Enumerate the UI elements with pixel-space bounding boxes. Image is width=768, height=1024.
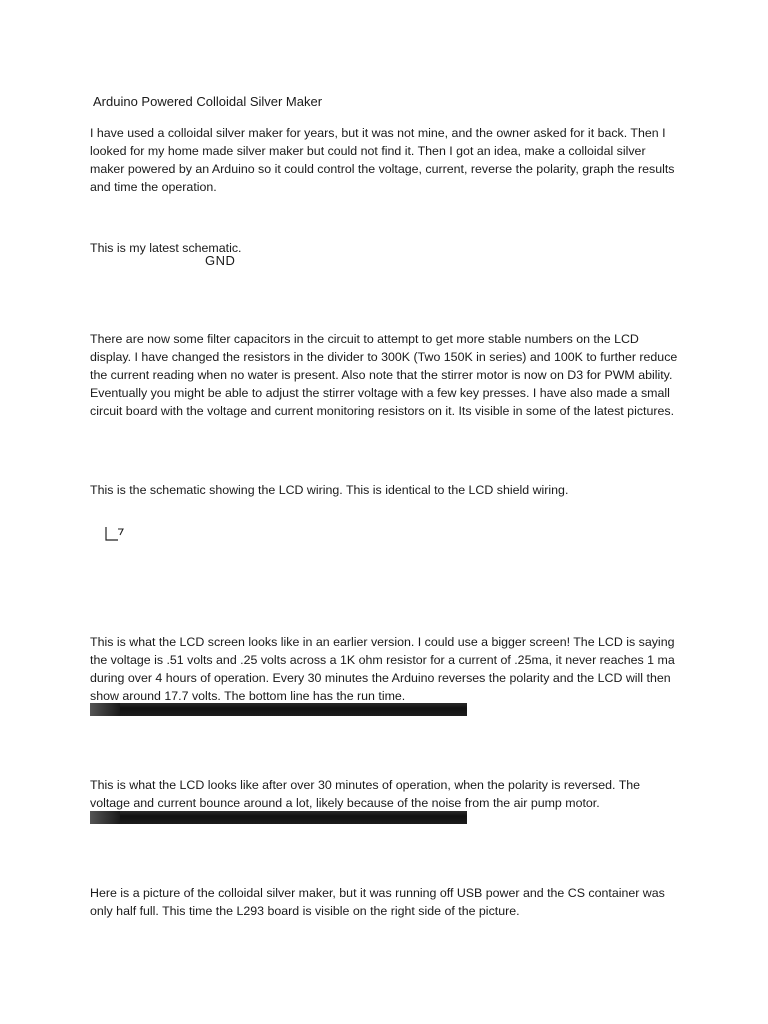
schematic-gnd-label: GND [205,254,236,267]
lcd-screen-early-paragraph: This is what the LCD screen looks like in an earlier version. I could use a bigger screen! The LCD is saying the voltage is .51 volts and .25 volts across a 1K ohm resistor for a current of .25ma, it never reaches 1 ma during over 4 hours of operation. Every 30 minutes the Arduino reverses the polarity and the LCD will then show around 17.7 volts. The bottom line has the run time. [90,635,675,703]
lcd-photo-early [90,703,467,716]
lcd-reversed-paragraph: This is what the LCD looks like after over 30 minutes of operation, when the polarity is reversed. The voltage and current bounce around a lot, likely because of the noise from the air pump motor. [90,778,641,810]
lcd-photo-reversed [90,811,467,824]
filter-capacitors-paragraph: There are now some filter capacitors in the circuit to attempt to get more stable numbers on the LCD display. I have changed the resistors in the divider to 300K (Two 150K in series) and 100K to further reduce the current reading when no water is present. Also note that the stirrer motor is now on D3 for PWM ability. Eventually you might be able to adjust the stirrer voltage with a few key presses. I have also made a small circuit board with the voltage and current monitoring resistors on it. Its visible in some of the latest pictures. [90,332,678,418]
schematic-fragment-icon [104,526,126,542]
schematic-intro-paragraph: This is my latest schematic. [90,241,242,255]
lcd-wiring-paragraph: This is the schematic showing the LCD wiring. This is identical to the LCD shield wiring. [90,483,569,497]
document-title: Arduino Powered Colloidal Silver Maker [93,94,323,109]
intro-paragraph: I have used a colloidal silver maker for years, but it was not mine, and the owner asked for it back. Then I looked for my home made silver maker but could not find it. Then I got an idea, make a colloidal silver maker powered by an Arduino so it could control the voltage, current, reverse the polarity, graph the results and time the operation. [90,126,675,194]
picture-caption-paragraph: Here is a picture of the colloidal silver maker, but it was running off USB power and the CS container was only half full. This time the L293 board is visible on the right side of the picture. [90,886,665,918]
